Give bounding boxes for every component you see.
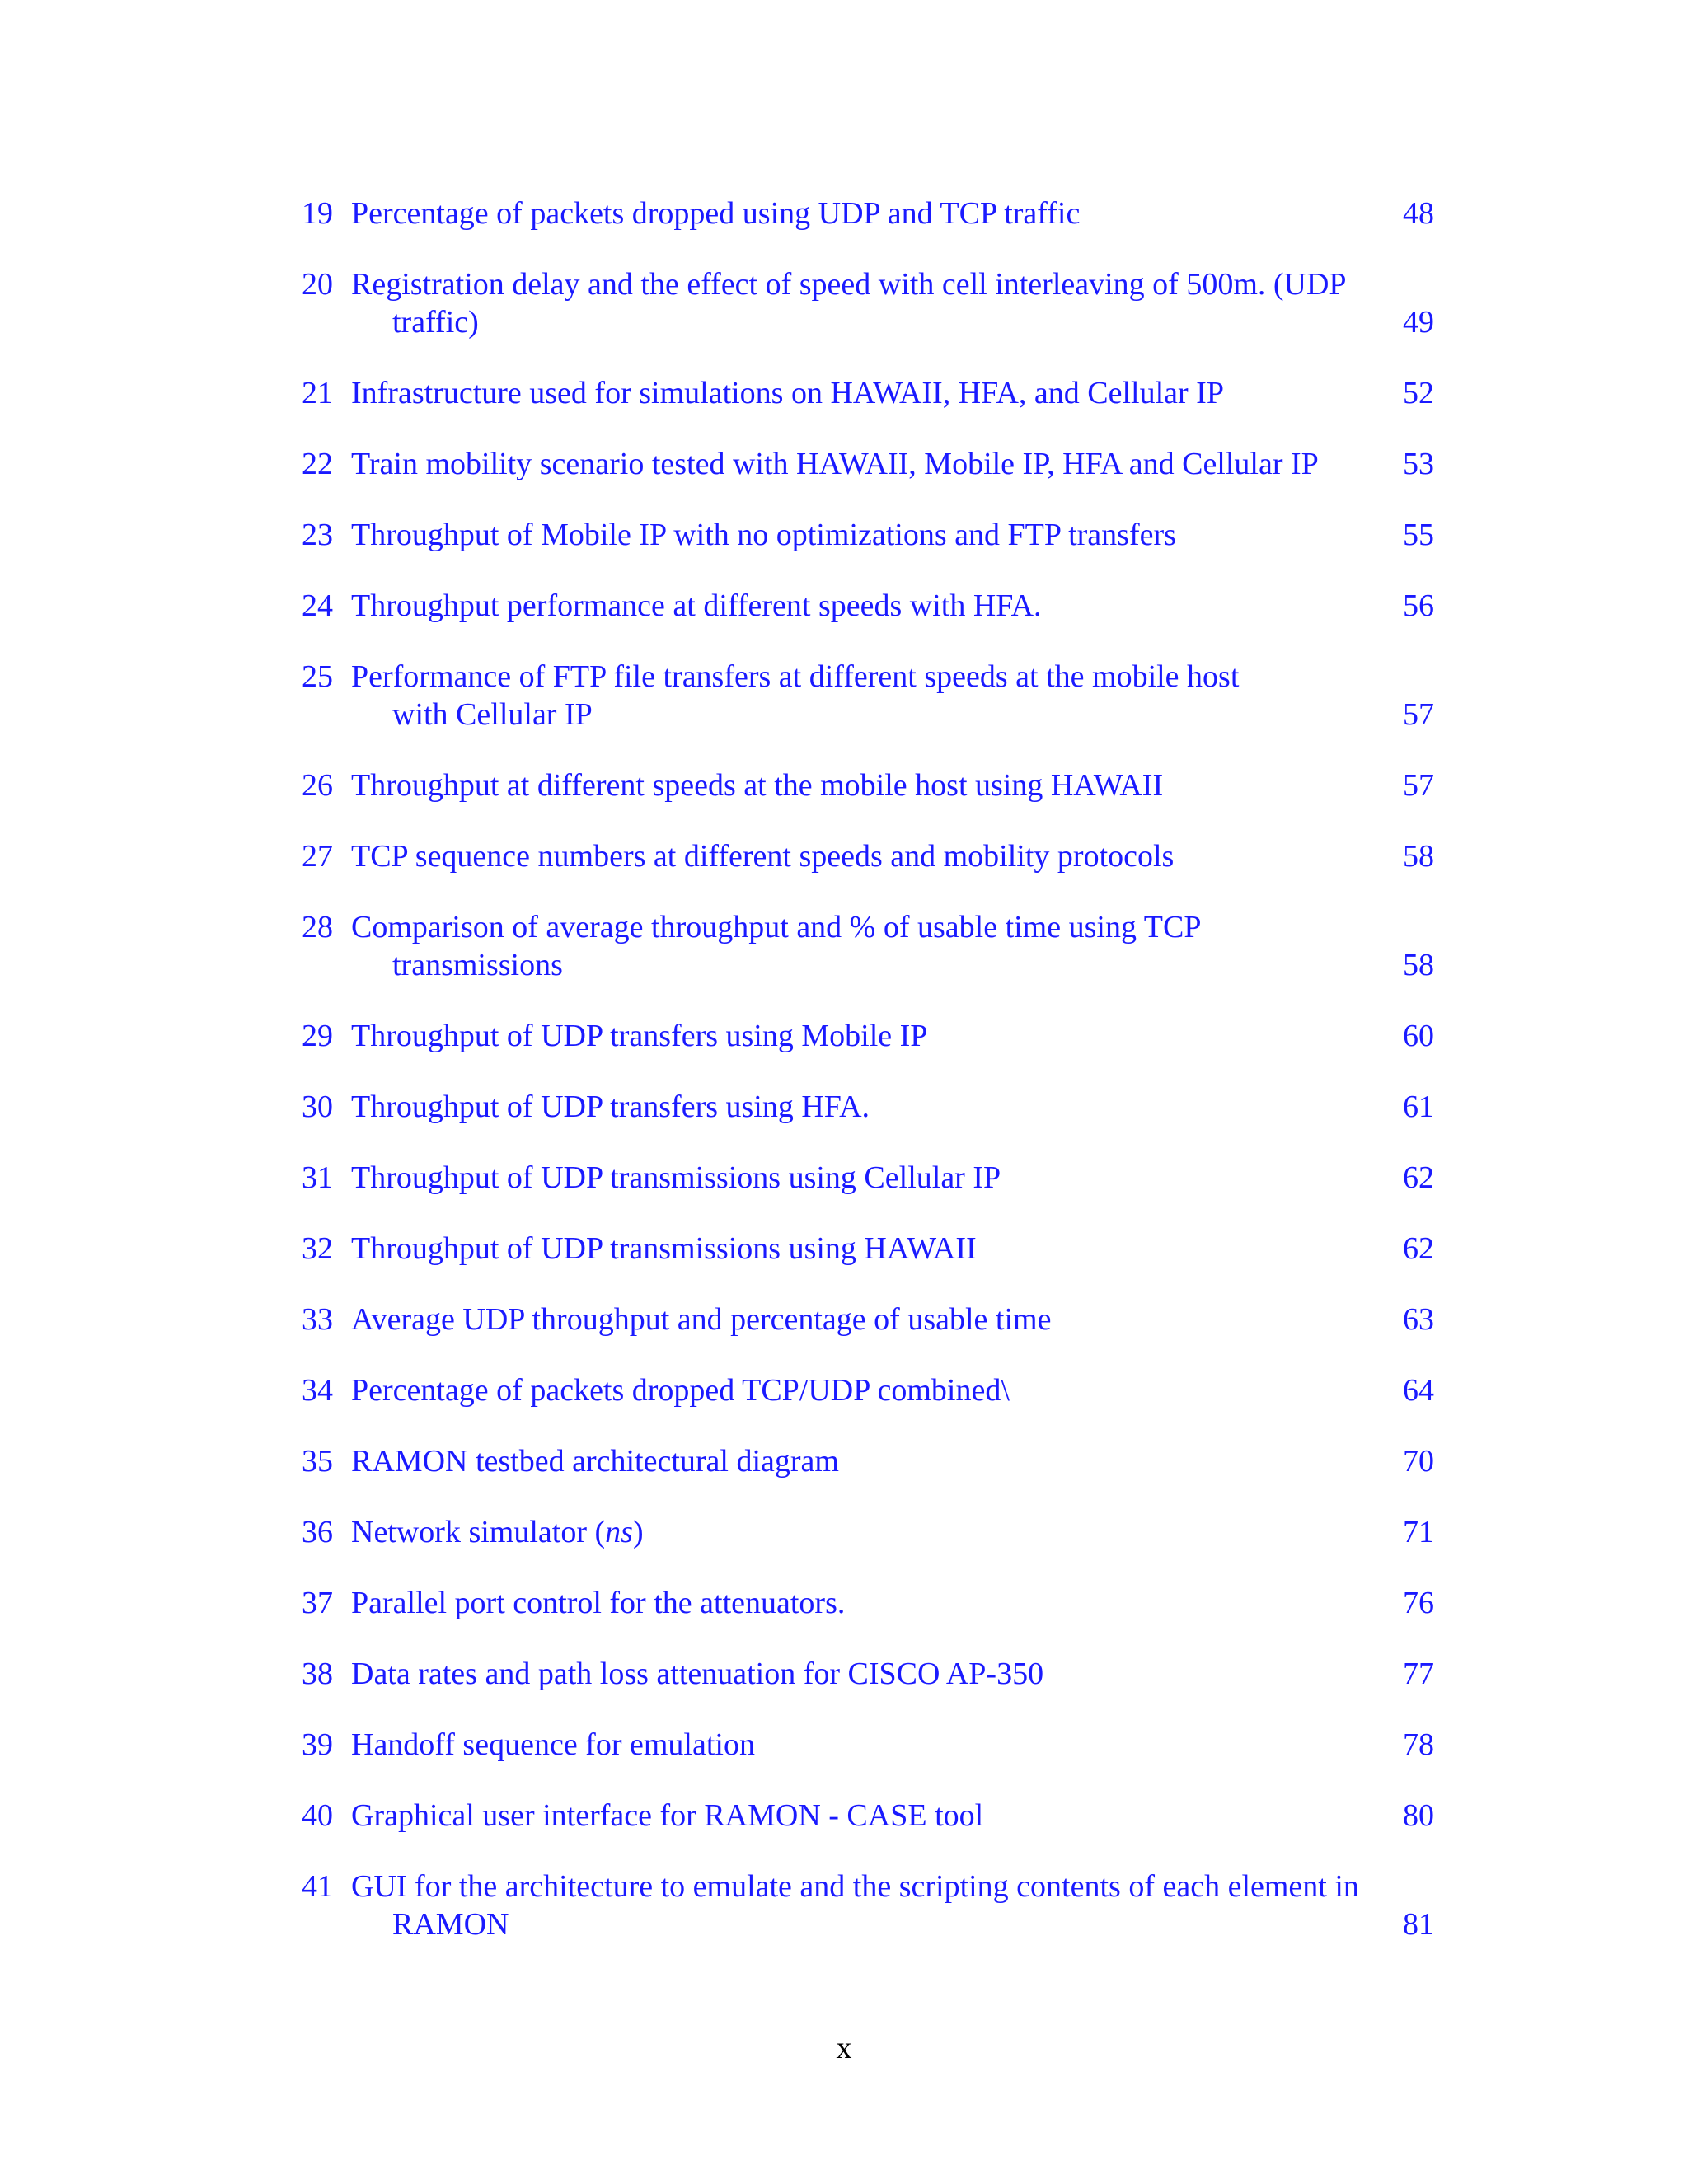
- entry-page[interactable]: 78: [1403, 1727, 1434, 1762]
- entry-title[interactable]: RAMON testbed architectural diagram: [351, 1444, 839, 1479]
- entry-title-continuation[interactable]: with Cellular IP: [392, 697, 593, 732]
- toc-entry-29[interactable]: [302, 1017, 1434, 1055]
- entry-number: 29: [302, 1019, 333, 1053]
- toc-entry-23[interactable]: [302, 516, 1434, 554]
- entry-number: 34: [302, 1373, 333, 1408]
- entry-title[interactable]: Throughput of UDP transmissions using Cellular IP: [351, 1160, 1001, 1195]
- entry-number: 19: [302, 196, 333, 231]
- toc-entry-39[interactable]: [302, 1726, 1434, 1764]
- toc-entry-19[interactable]: [302, 194, 1434, 232]
- entry-number: 38: [302, 1657, 333, 1691]
- entry-number: 26: [302, 768, 333, 803]
- entry-number: 21: [302, 376, 333, 410]
- entry-title[interactable]: Throughput of Mobile IP with no optimizations and FTP transfers: [351, 518, 1176, 552]
- entry-number: 37: [302, 1586, 333, 1620]
- entry-page[interactable]: 70: [1403, 1444, 1434, 1479]
- toc-entry-28[interactable]: [302, 908, 1434, 984]
- entry-title[interactable]: Throughput at different speeds at the mobile host using HAWAII: [351, 768, 1164, 803]
- entry-page[interactable]: 61: [1403, 1090, 1434, 1124]
- entry-number: 31: [302, 1160, 333, 1195]
- entry-number: 40: [302, 1798, 333, 1833]
- entry-number: 28: [302, 910, 333, 944]
- toc-entry-32[interactable]: [302, 1230, 1434, 1268]
- entry-number: 32: [302, 1231, 333, 1266]
- entry-page[interactable]: 52: [1403, 376, 1434, 410]
- entry-page[interactable]: 62: [1403, 1160, 1434, 1195]
- toc-entry-33[interactable]: [302, 1301, 1434, 1338]
- entry-title[interactable]: Performance of FTP file transfers at different speeds at the mobile host: [351, 659, 1240, 694]
- entry-title-text: Network simulator (: [351, 1515, 606, 1549]
- entry-page[interactable]: 57: [1403, 697, 1434, 732]
- entry-number: 33: [302, 1302, 333, 1337]
- entry-title-continuation[interactable]: transmissions: [392, 948, 563, 982]
- toc-entry-31[interactable]: [302, 1159, 1434, 1197]
- entry-page[interactable]: 48: [1403, 196, 1434, 231]
- entry-title[interactable]: Percentage of packets dropped TCP/UDP combined\: [351, 1373, 1010, 1408]
- entry-title[interactable]: Throughput of UDP transmissions using HAWAII: [351, 1231, 977, 1266]
- entry-title[interactable]: Average UDP throughput and percentage of usable time: [351, 1302, 1052, 1337]
- entry-page[interactable]: 58: [1403, 839, 1434, 874]
- entry-title-continuation[interactable]: RAMON: [392, 1907, 509, 1942]
- entry-title[interactable]: TCP sequence numbers at different speeds and mobility protocols: [351, 839, 1175, 874]
- entry-page[interactable]: 58: [1403, 948, 1434, 982]
- entry-title[interactable]: Train mobility scenario tested with HAWAII, Mobile IP, HFA and Cellular IP: [351, 447, 1319, 481]
- entry-page[interactable]: 80: [1403, 1798, 1434, 1833]
- entry-page[interactable]: 62: [1403, 1231, 1434, 1266]
- entry-page[interactable]: 60: [1403, 1019, 1434, 1053]
- entry-title-text-end: ): [632, 1515, 644, 1549]
- entry-page[interactable]: 77: [1403, 1657, 1434, 1691]
- entry-title[interactable]: Parallel port control for the attenuators.: [351, 1586, 846, 1620]
- entry-page[interactable]: 49: [1403, 305, 1434, 340]
- toc-entry-37[interactable]: [302, 1584, 1434, 1622]
- entry-number: 41: [302, 1869, 333, 1904]
- toc-entry-40[interactable]: [302, 1797, 1434, 1835]
- toc-entry-35[interactable]: [302, 1442, 1434, 1480]
- toc-entry-38[interactable]: [302, 1655, 1434, 1693]
- entry-title[interactable]: Data rates and path loss attenuation for CISCO AP-350: [351, 1657, 1044, 1691]
- list-of-figures: [302, 194, 1434, 1976]
- entry-title-continuation[interactable]: traffic): [392, 305, 479, 340]
- toc-entry-34[interactable]: [302, 1371, 1434, 1409]
- entry-title[interactable]: Throughput of UDP transfers using Mobile IP: [351, 1019, 928, 1053]
- entry-number: 27: [302, 839, 333, 874]
- toc-entry-25[interactable]: [302, 658, 1434, 733]
- toc-entry-30[interactable]: [302, 1088, 1434, 1126]
- entry-page[interactable]: 71: [1403, 1515, 1434, 1549]
- entry-title[interactable]: GUI for the architecture to emulate and the scripting contents of each element in: [351, 1869, 1359, 1904]
- page-number: x: [836, 2031, 852, 2065]
- entry-number: 30: [302, 1090, 333, 1124]
- entry-number: 24: [302, 588, 333, 623]
- toc-entry-27[interactable]: [302, 837, 1434, 875]
- entry-page[interactable]: 56: [1403, 588, 1434, 623]
- entry-number: 20: [302, 267, 333, 302]
- entry-title[interactable]: Registration delay and the effect of speed with cell interleaving of 500m. (UDP: [351, 267, 1347, 302]
- entry-title[interactable]: Handoff sequence for emulation: [351, 1727, 755, 1762]
- entry-title[interactable]: Infrastructure used for simulations on HAWAII, HFA, and Cellular IP: [351, 376, 1224, 410]
- entry-title[interactable]: Throughput performance at different speeds with HFA.: [351, 588, 1042, 623]
- entry-title-italic: ns: [605, 1515, 633, 1549]
- entry-page[interactable]: 53: [1403, 447, 1434, 481]
- entry-number: 36: [302, 1515, 333, 1549]
- entry-title[interactable]: Percentage of packets dropped using UDP and TCP traffic: [351, 196, 1081, 231]
- toc-entry-22[interactable]: [302, 445, 1434, 483]
- entry-page[interactable]: 76: [1403, 1586, 1434, 1620]
- entry-number: 22: [302, 447, 333, 481]
- entry-title[interactable]: Comparison of average throughput and % of usable time using TCP: [351, 910, 1202, 944]
- toc-entry-24[interactable]: [302, 587, 1434, 625]
- toc-entry-41[interactable]: [302, 1868, 1434, 1943]
- toc-entry-26[interactable]: [302, 766, 1434, 804]
- entry-page[interactable]: 63: [1403, 1302, 1434, 1337]
- entry-page[interactable]: 64: [1403, 1373, 1434, 1408]
- entry-page[interactable]: 55: [1403, 518, 1434, 552]
- entry-title[interactable]: [351, 1515, 644, 1549]
- entry-number: 39: [302, 1727, 333, 1762]
- toc-entry-20[interactable]: [302, 265, 1434, 341]
- entry-page[interactable]: 57: [1403, 768, 1434, 803]
- toc-entry-21[interactable]: [302, 374, 1434, 412]
- entry-title[interactable]: Throughput of UDP transfers using HFA.: [351, 1090, 870, 1124]
- entry-number: 35: [302, 1444, 333, 1479]
- entry-number: 23: [302, 518, 333, 552]
- toc-entry-36[interactable]: [302, 1513, 1434, 1551]
- entry-title[interactable]: Graphical user interface for RAMON - CASE tool: [351, 1798, 984, 1833]
- entry-number: 25: [302, 659, 333, 694]
- entry-page[interactable]: 81: [1403, 1907, 1434, 1942]
